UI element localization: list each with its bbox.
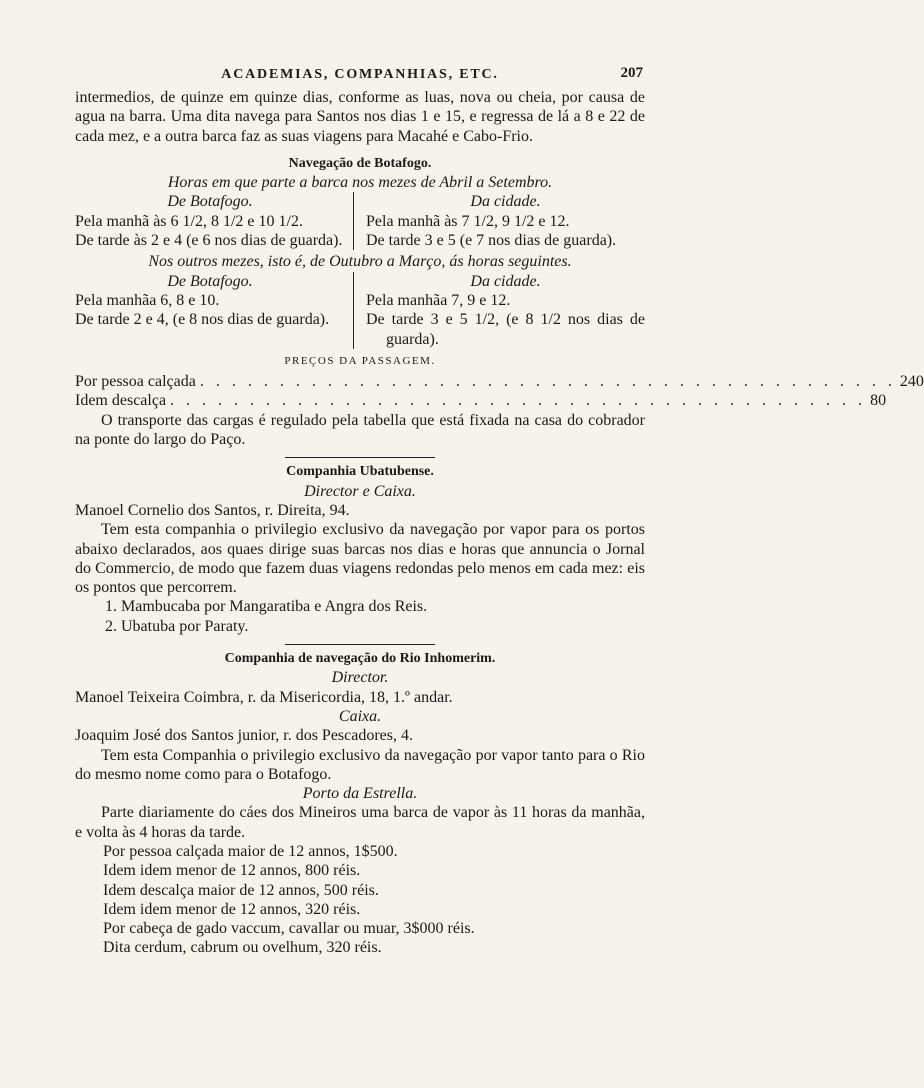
dot-leader: . . . . . . . . . . . . . . . . . . . . . . . . . . . . . . . . . . . . . . . . . . . .: [199, 373, 896, 391]
caixa-line: Joaquim José dos Santos junior, r. dos Pescadores, 4.: [75, 727, 414, 745]
section-divider: [285, 644, 435, 645]
schedule-2-table: [75, 272, 645, 349]
ubatubense-text: Tem esta companhia o privilegio exclusivo da navegação por vapor para os portos abaixo declarados, aos quaes dirige suas barcas nos dias e horas que annuncia o Jornal do Commercio, de modo que fazem duas viagens redondas pelo menos em cada mez: eis os pontos que percorrem.: [75, 521, 645, 597]
porto-heading: Porto da Estrella.: [302, 785, 418, 803]
inhomerim-text: Tem esta Companhia o privilegio exclusivo da navegação por vapor tanto para o Rio do mesmo nome como para o Botafogo.: [75, 746, 645, 783]
section-divider: [285, 457, 435, 458]
botafogo-heading: Navegação de Botafogo.: [288, 155, 432, 171]
sched1-left-line: Pela manhã às 6 1/2, 8 1/2 e 10 1/2.: [75, 212, 303, 230]
schedule-1-table: [75, 192, 645, 250]
fare-line: Idem descalça maior de 12 annos, 500 réis.: [103, 881, 379, 899]
running-header: [75, 62, 645, 88]
fare-line: Por cabeça de gado vaccum, cavallar ou muar, 3$000 réis.: [103, 920, 475, 938]
ubatubense-role: Director e Caixa.: [304, 482, 416, 500]
schedule-2-left-column: [75, 272, 354, 349]
fare-line: Idem idem menor de 12 annos, 320 réis.: [103, 900, 361, 918]
fare-line: Idem idem menor de 12 annos, 800 réis.: [103, 862, 361, 880]
schedule-1-right-column: [354, 192, 645, 250]
col-right-head-2: Da cidade.: [470, 272, 541, 290]
intro-paragraph: intermedios, de quinze em quinze dias, conforme as luas, nova ou cheia, por causa de agua na barra. Uma dita navega para Santos nos dias 1 e 15, e regressa de lá a 8 e 22 de cada mez, e a outra barca faz as suas viagens para Macahé e Cabo-Frio.: [75, 89, 645, 145]
col-right-head: Da cidade.: [470, 193, 541, 211]
inhomerim-heading: Companhia de navegação do Rio Inhomerim.: [224, 651, 496, 667]
sched2-left-line: Pela manhãa 6, 8 e 10.: [75, 291, 220, 309]
fare-line: Por pessoa calçada maior de 12 annos, 1$500.: [103, 842, 398, 860]
col-left-head: De Botafogo.: [167, 193, 253, 211]
price-label: Idem descalça: [75, 392, 167, 410]
fare-line: Dita cerdum, cabrum ou ovelhum, 320 réis.: [103, 939, 382, 957]
price-row: [75, 372, 924, 391]
route-item: 1. Mambucaba por Mangaratiba e Angra dos Reis.: [105, 598, 428, 616]
ubatubense-person: Manoel Cornelio dos Santos, r. Direita, 94.: [75, 501, 350, 519]
caixa-label: Caixa.: [338, 707, 382, 725]
price-value: 240: [899, 373, 924, 391]
col-left-head-2: De Botafogo.: [167, 272, 253, 290]
route-item: 2. Ubatuba por Paraty.: [105, 617, 249, 635]
porto-text: Parte diariamente do cáes dos Mineiros uma barca de vapor às 11 horas da manhãa, e volta às 4 horas da tarde.: [75, 804, 645, 841]
sched2-right-line: Pela manhãa 7, 9 e 12.: [366, 291, 511, 309]
sched1-right-line: Pela manhã às 7 1/2, 9 1/2 e 12.: [366, 212, 570, 230]
ubatubense-heading: Companhia Ubatubense.: [286, 464, 434, 480]
schedule-2-title: Nos outros mezes, isto é, de Outubro a Março, ás horas seguintes.: [148, 253, 572, 271]
schedule-2-right-column: [354, 272, 645, 349]
price-value: 80: [870, 392, 887, 410]
sched1-left-line: De tarde às 2 e 4 (e 6 nos dias de guarda).: [75, 232, 343, 250]
prices-heading: PREÇOS DA PASSAGEM.: [284, 354, 436, 367]
sched1-right-line: De tarde 3 e 5 (e 7 nos dias de guarda).: [366, 232, 617, 250]
dot-leader: . . . . . . . . . . . . . . . . . . . . . . . . . . . . . . . . . . . . . . . . . . . .: [170, 392, 867, 410]
book-page: [75, 62, 924, 958]
price-label: Por pessoa calçada: [75, 373, 196, 391]
director-line: Manoel Teixeira Coimbra, r. da Misericordia, 18, 1.º andar.: [75, 688, 453, 706]
cargo-note: O transporte das cargas é regulado pela tabella que está fixada na casa do cobrador na ponte do largo do Paço.: [75, 411, 645, 449]
header-title: ACADEMIAS, COMPANHIAS, ETC.: [221, 67, 499, 82]
schedule-1-left-column: [75, 192, 354, 250]
page-number: 207: [620, 65, 643, 81]
director-label: Director.: [331, 669, 389, 687]
sched2-left-line: De tarde 2 e 4, (e 8 nos dias de guarda).: [75, 311, 330, 329]
price-row: [75, 391, 887, 410]
schedule-1-title: Horas em que parte a barca nos mezes de Abril a Setembro.: [167, 174, 553, 192]
sched2-right-line: De tarde 3 e 5 1/2, (e 8 1/2 nos dias de guarda).: [366, 311, 645, 348]
